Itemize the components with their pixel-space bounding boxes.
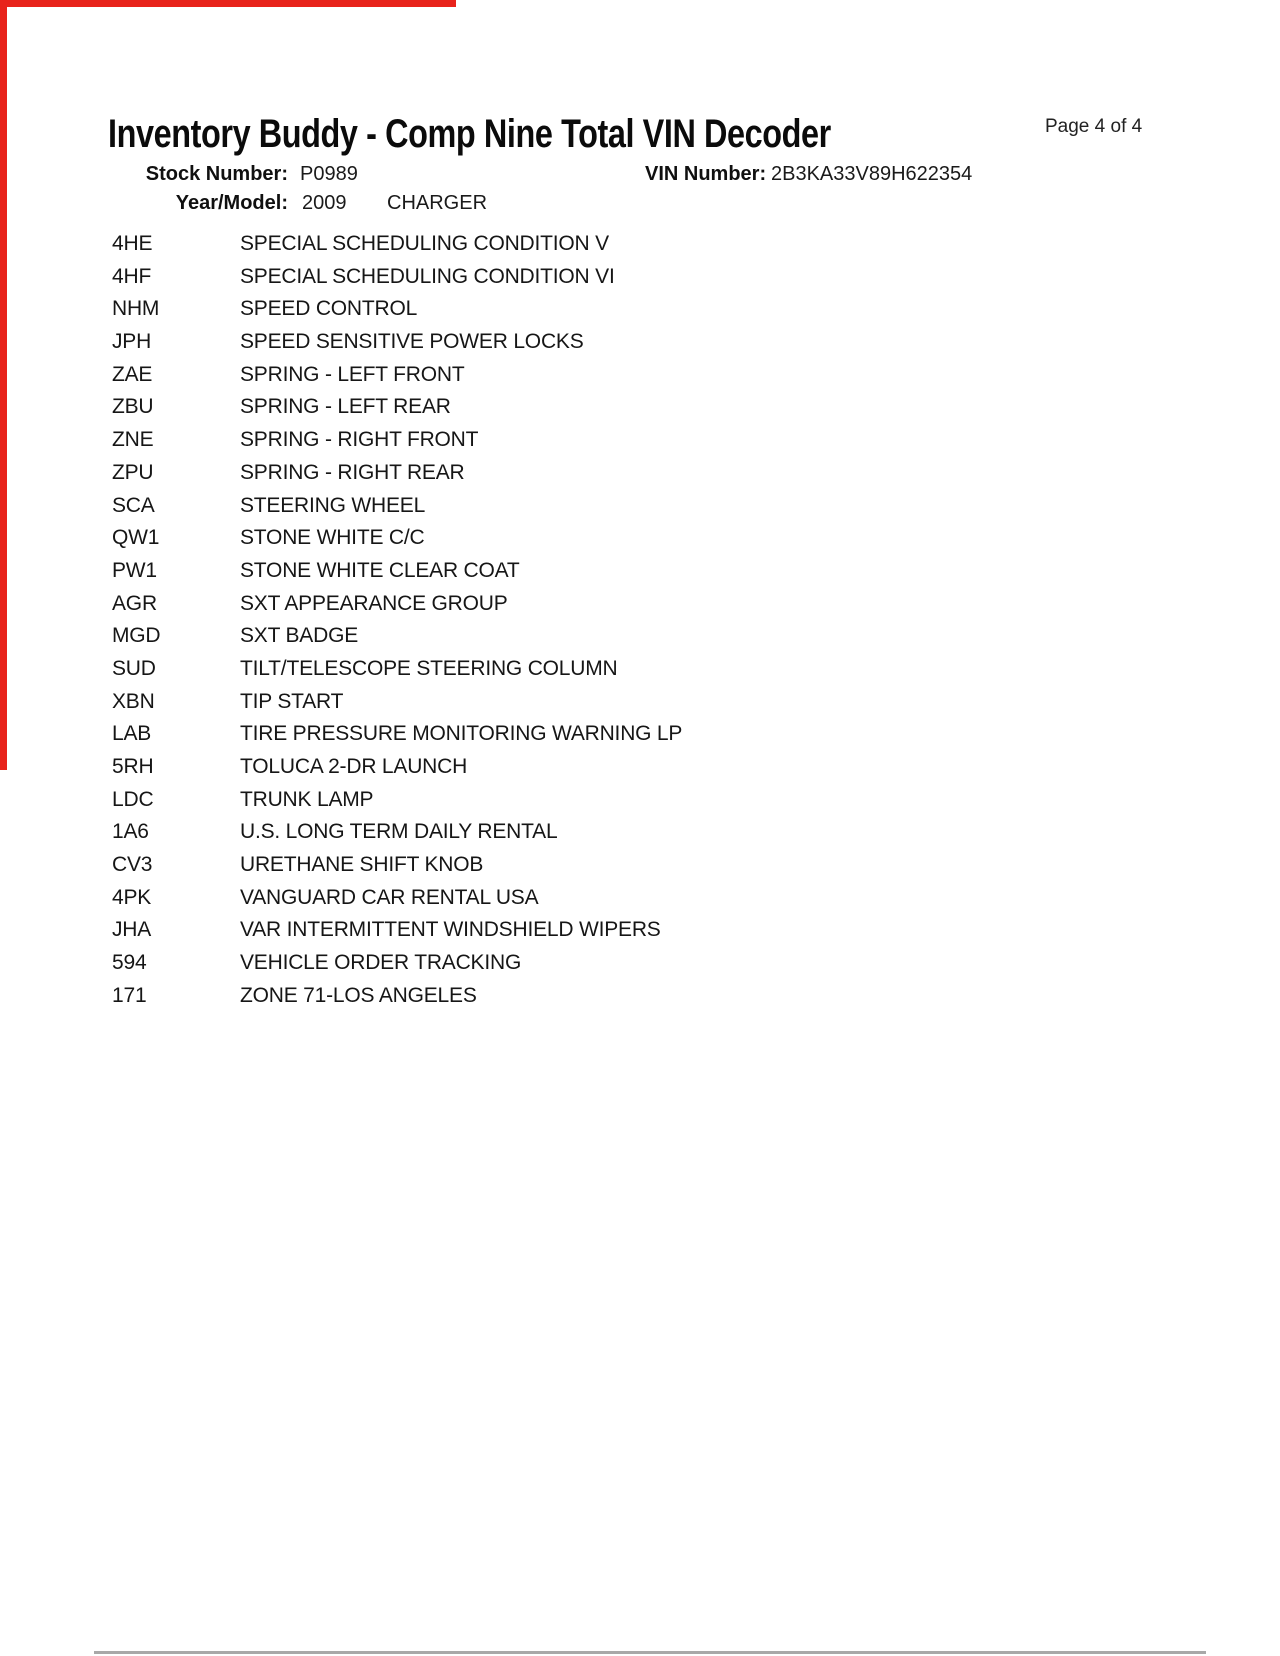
stock-number-label: Stock Number: — [145, 163, 288, 185]
year-model-label: Year/Model: — [175, 192, 288, 214]
option-code: ZNE — [112, 428, 154, 452]
scan-artifact-top-edge — [0, 0, 456, 7]
option-description: U.S. LONG TERM DAILY RENTAL — [240, 820, 558, 844]
vin-number-value: 2B3KA33V89H622354 — [771, 163, 973, 185]
option-row — [112, 261, 682, 294]
option-code: AGR — [112, 591, 157, 615]
option-code: ZAE — [112, 362, 153, 386]
option-description: SPEED SENSITIVE POWER LOCKS — [240, 330, 584, 354]
option-description: SPEED CONTROL — [240, 297, 418, 321]
option-code: SCA — [112, 493, 155, 517]
option-code: XBN — [112, 689, 155, 713]
option-row — [112, 490, 682, 523]
option-row — [112, 784, 682, 817]
option-row — [112, 391, 682, 424]
option-row — [112, 457, 682, 490]
option-row — [112, 359, 682, 392]
option-code: 5RH — [112, 755, 154, 778]
option-description: VEHICLE ORDER TRACKING — [240, 951, 522, 975]
option-row — [112, 653, 682, 686]
option-row — [112, 816, 682, 849]
option-code: NHM — [112, 297, 160, 321]
option-description: SXT BADGE — [240, 624, 359, 648]
option-description: TIP START — [240, 689, 344, 713]
option-row — [112, 424, 682, 457]
year-value: 2009 — [302, 192, 347, 214]
option-row — [112, 914, 682, 947]
option-code: 4HE — [112, 232, 153, 255]
option-description: TILT/TELESCOPE STEERING COLUMN — [240, 656, 618, 680]
option-code: LAB — [112, 722, 152, 746]
option-row — [112, 980, 682, 1013]
option-description: SXT APPEARANCE GROUP — [240, 591, 508, 615]
option-code: QW1 — [112, 526, 160, 550]
option-description: TIRE PRESSURE MONITORING WARNING LP — [240, 722, 683, 746]
option-description: SPRING - LEFT FRONT — [240, 362, 465, 386]
option-description: ZONE 71-LOS ANGELES — [240, 983, 477, 1007]
page-indicator: Page 4 of 4 — [1045, 116, 1143, 137]
option-description: STEERING WHEEL — [240, 493, 426, 517]
scan-artifact-left-edge — [0, 0, 7, 770]
page-title: Inventory Buddy - Comp Nine Total VIN Decoder — [108, 112, 831, 156]
option-description: SPRING - LEFT REAR — [240, 395, 451, 419]
option-description: SPRING - RIGHT FRONT — [240, 428, 479, 452]
option-code: 171 — [112, 983, 147, 1007]
option-code: LDC — [112, 787, 154, 811]
option-row — [112, 947, 682, 980]
stock-number-value: P0989 — [300, 163, 358, 185]
option-code: 1A6 — [112, 820, 149, 844]
option-description: SPECIAL SCHEDULING CONDITION VI — [240, 264, 615, 288]
option-row — [112, 228, 682, 261]
option-description: SPECIAL SCHEDULING CONDITION V — [240, 232, 609, 255]
option-description: SPRING - RIGHT REAR — [240, 460, 465, 484]
option-row — [112, 686, 682, 719]
option-row — [112, 522, 682, 555]
option-row — [112, 293, 682, 326]
model-value: CHARGER — [387, 192, 488, 214]
option-code: 594 — [112, 951, 147, 975]
option-row — [112, 620, 682, 653]
option-row — [112, 588, 682, 621]
option-description: VAR INTERMITTENT WINDSHIELD WIPERS — [240, 918, 661, 942]
option-code: ZBU — [112, 395, 154, 419]
option-description: VANGUARD CAR RENTAL USA — [240, 885, 539, 909]
option-row — [112, 849, 682, 882]
option-row — [112, 326, 682, 359]
option-code: SUD — [112, 656, 156, 680]
option-row — [112, 751, 682, 784]
option-code: MGD — [112, 624, 161, 648]
option-description: STONE WHITE C/C — [240, 526, 425, 550]
option-code-list — [112, 228, 682, 1013]
scan-artifact-bottom-rule — [94, 1651, 1206, 1654]
option-code: JHA — [112, 918, 152, 942]
option-code: JPH — [112, 330, 152, 354]
option-code: ZPU — [112, 460, 154, 484]
option-code: 4HF — [112, 264, 152, 288]
option-row — [112, 555, 682, 588]
option-description: URETHANE SHIFT KNOB — [240, 853, 484, 877]
option-row — [112, 882, 682, 915]
option-code: PW1 — [112, 558, 157, 582]
option-code: 4PK — [112, 885, 152, 909]
option-code: CV3 — [112, 853, 153, 877]
option-description: STONE WHITE CLEAR COAT — [240, 558, 520, 582]
vin-number-label: VIN Number: — [645, 163, 767, 185]
option-description: TOLUCA 2-DR LAUNCH — [240, 755, 468, 778]
option-description: TRUNK LAMP — [240, 787, 374, 811]
option-row — [112, 718, 682, 751]
